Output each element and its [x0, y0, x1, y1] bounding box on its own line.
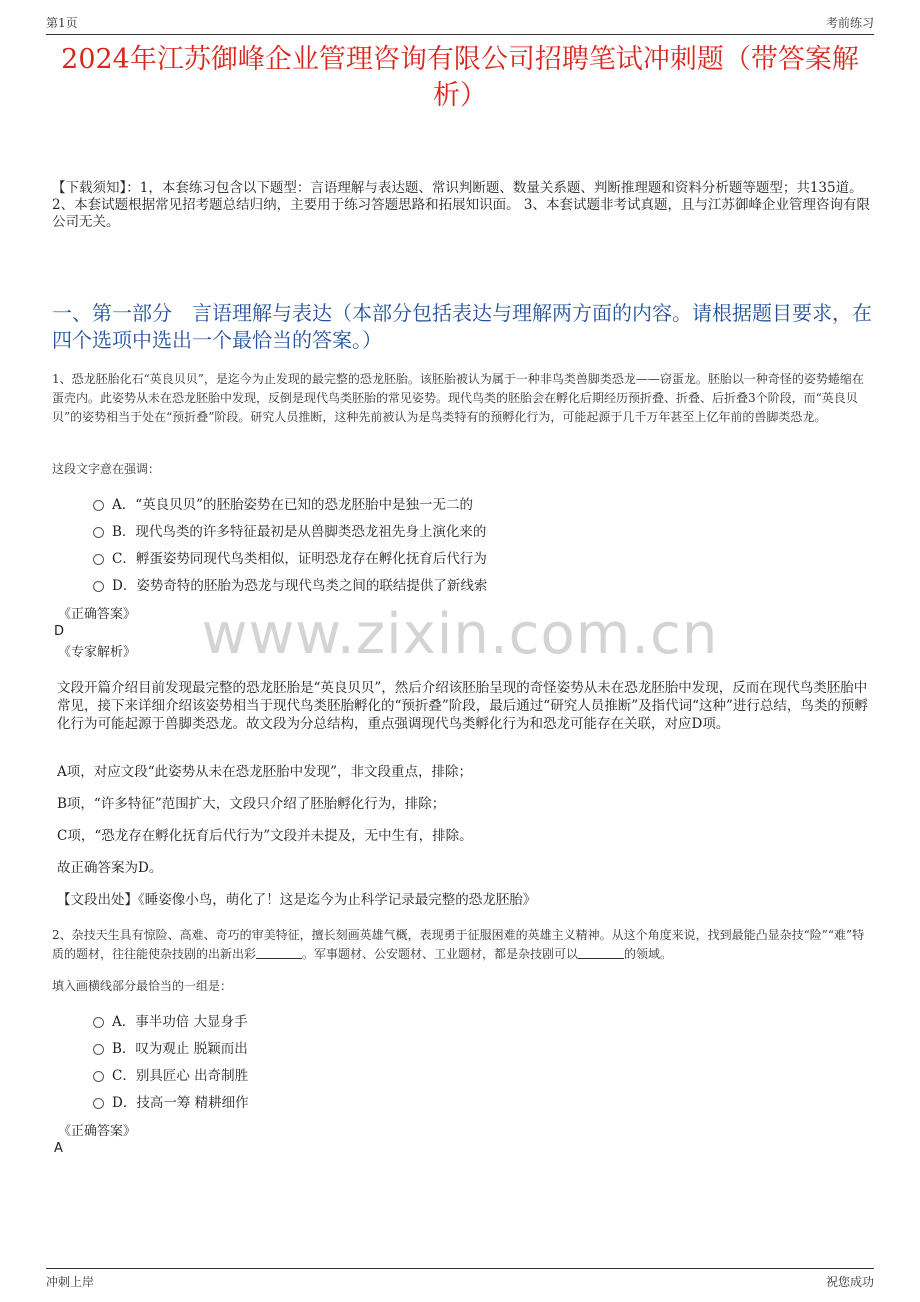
q1-analysis-b: B项，“许多特征”范围扩大，文段只介绍了胚胎孵化行为，排除；	[57, 796, 446, 812]
question-2-text	[52, 926, 872, 964]
download-notice: 【下载须知】：1，本套练习包含以下题型：言语理解与表达题、常识判断题、数量关系题、判断推理题和资料分析题等题型；共135道。 2、本套试题根据常见招考题总结归纳，主要用于练习答题思路和拓展知识面。 3、本套试题非考试真题，且与江苏御峰企业管理咨询有限公司无关。	[52, 180, 870, 230]
footer-left: 冲刺上岸	[46, 1275, 95, 1289]
question-2-prompt: 填入画横线部分最恰当的一组是：	[52, 979, 233, 993]
q1-analysis-c: C项，“恐龙存在孵化抚育后代行为”文段并未提及，无中生有，排除。	[57, 828, 473, 844]
radio-icon[interactable]	[93, 1098, 104, 1109]
option-label: D．技高一筹 精耕细作	[112, 1095, 249, 1111]
watermark: www.zixin.com.cn	[201, 602, 719, 667]
radio-icon[interactable]	[93, 527, 104, 538]
q1-analysis-label: 《专家解析》	[58, 645, 137, 660]
option-label: A．“英良贝贝”的胚胎姿势在已知的恐龙胚胎中是独一无二的	[112, 497, 474, 513]
q2-text-part1: 2、杂技天生具有惊险、高难、奇巧的审美特征，擅长刻画英雄气概，表现勇于征服困难的英雄主义精神。从这个角度来说，找到最能凸显杂技“险”“难”特质的题材，往往能使杂技剧的出新出彩	[52, 928, 865, 961]
q2-option-d[interactable]	[93, 1092, 249, 1114]
option-label: B．现代鸟类的许多特征最初是从兽脚类恐龙祖先身上演化来的	[112, 524, 487, 540]
q1-source: 【文段出处】《睡姿像小鸟，萌化了！这是迄今为止科学记录最完整的恐龙胚胎》	[57, 892, 537, 908]
q1-option-b[interactable]	[93, 521, 486, 543]
answer-blank	[578, 947, 624, 959]
option-label: B．叹为观止 脱颖而出	[112, 1041, 248, 1057]
q2-text-part2: 。军事题材、公安题材、工业题材，都是杂技剧可以	[302, 947, 579, 961]
option-label: A．事半功倍 大显身手	[112, 1014, 248, 1030]
page-number: 第1页	[46, 16, 78, 30]
q1-analysis-para: 文段开篇介绍目前发现最完整的恐龙胚胎是“英良贝贝”，然后介绍该胚胎呈现的奇怪姿势从未在恐龙胚胎中发现，反而在现代鸟类胚胎中常见，接下来详细介绍该姿势相当于现代鸟类胚胎孵化的“预折叠”阶段，最后通过“研究人员推断”及指代词“这种”进行总结，鸟类的预孵化行为可能起源于兽脚类恐龙。故文段为分总结构，重点强调现代鸟类孵化行为和恐龙可能存在关联，对应D项。	[57, 680, 868, 732]
q1-answer-label: 《正确答案》	[58, 607, 137, 622]
q2-option-a[interactable]	[93, 1011, 248, 1033]
option-label: C．别具匠心 出奇制胜	[112, 1068, 249, 1084]
radio-icon[interactable]	[93, 1017, 104, 1028]
header-tag: 考前练习	[825, 16, 874, 30]
radio-icon[interactable]	[93, 1071, 104, 1082]
radio-icon[interactable]	[93, 1044, 104, 1055]
q2-answer: A	[54, 1141, 63, 1156]
answer-blank	[256, 947, 302, 959]
page-footer	[46, 1268, 874, 1293]
radio-icon[interactable]	[93, 581, 104, 592]
footer-right: 祝您成功	[825, 1275, 874, 1289]
radio-icon[interactable]	[93, 554, 104, 565]
q2-option-b[interactable]	[93, 1038, 248, 1060]
question-1-text: 1、恐龙胚胎化石“英良贝贝”，是迄今为止发现的最完整的恐龙胚胎。该胚胎被认为属于一种非鸟类兽脚类恐龙——窃蛋龙。胚胎以一种奇怪的姿势蜷缩在蛋壳内。此姿势从未在恐龙胚胎中发现，反倒是现代鸟类胚胎的常见姿势。现代鸟类的胚胎会在孵化后期经历预折叠、折叠、后折叠3个阶段，而“英良贝贝”的姿势相当于处在“预折叠”阶段。研究人员推断，这种先前被认为是鸟类特有的预孵化行为，可能起源于几千万年甚至上亿年前的兽脚类恐龙。	[52, 372, 864, 424]
q1-option-a[interactable]	[93, 494, 473, 516]
page-header	[46, 12, 874, 35]
q1-answer: D	[54, 624, 65, 639]
option-label: D．姿势奇特的胚胎为恐龙与现代鸟类之间的联结提供了新线索	[112, 578, 488, 594]
q1-option-d[interactable]	[93, 575, 487, 597]
q2-option-c[interactable]	[93, 1065, 248, 1087]
q2-text-part3: 的领域。	[624, 947, 673, 961]
page-title: 2024年江苏御峰企业管理咨询有限公司招聘笔试冲刺题（带答案解析）	[61, 44, 859, 111]
option-label: C．孵蛋姿势同现代鸟类相似，证明恐龙存在孵化抚育后代行为	[112, 551, 487, 567]
q2-answer-label: 《正确答案》	[58, 1124, 137, 1139]
question-1-prompt: 这段文字意在强调：	[52, 462, 161, 476]
radio-icon[interactable]	[93, 500, 104, 511]
q1-conclusion: 故正确答案为D。	[57, 860, 163, 876]
q1-analysis-a: A项，对应文段“此姿势从未在恐龙胚胎中发现”，非文段重点，排除；	[57, 764, 473, 780]
section-title: 一、第一部分 言语理解与表达（本部分包括表达与理解两方面的内容。请根据题目要求，在四个选项中选出一个最恰当的答案。）	[52, 301, 872, 352]
q1-option-c[interactable]	[93, 548, 487, 570]
